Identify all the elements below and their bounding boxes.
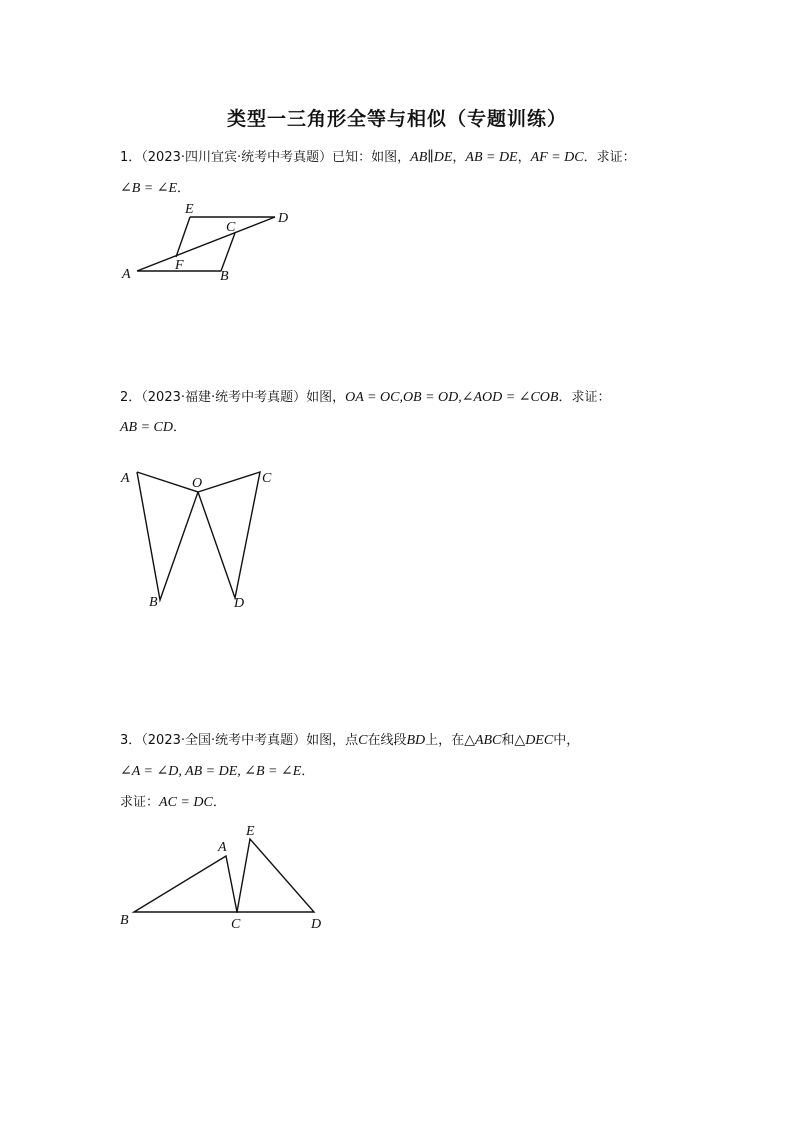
figure-1	[110, 198, 310, 288]
problem-2-statement	[120, 386, 610, 406]
triangle-ABC: △ABC	[464, 733, 502, 748]
triangle-COD	[198, 472, 260, 598]
triangle-DEC: △DEC	[514, 733, 554, 748]
problem-number: 1	[120, 150, 129, 165]
prove-statement: AB = CD	[120, 420, 173, 435]
label-E: E	[246, 824, 255, 839]
segment-AD	[137, 217, 275, 271]
segment-BD: BD	[406, 733, 426, 748]
triangle-AOB	[137, 472, 198, 600]
figure-3	[110, 818, 340, 938]
label-A: A	[218, 840, 227, 855]
label-C: C	[262, 471, 272, 486]
segment-BC	[221, 233, 235, 271]
problem-source: ．（2023·全国·统考中考真题）如图，点	[128, 733, 359, 748]
problem-number: 2	[120, 390, 129, 405]
problem-3-conditions	[120, 760, 314, 780]
period: ．	[177, 181, 191, 196]
label-C: C	[231, 917, 241, 932]
condition-parallel: AB∥DE	[410, 150, 453, 165]
triangle-DEC-shape	[237, 839, 314, 912]
label-F: F	[175, 258, 184, 273]
problem-number: 3	[120, 733, 129, 748]
prove-prefix: 求证：	[120, 795, 160, 810]
separator: ，	[517, 150, 531, 165]
label-D: D	[278, 211, 289, 226]
text-above: 上，在	[425, 733, 465, 748]
problem-3-prove	[120, 791, 226, 811]
prove-statement: ∠B = ∠E	[120, 181, 178, 196]
problem-source: ．（2023·四川宜宾·统考中考真题）已知：如图，	[128, 150, 411, 165]
separator: ，	[452, 150, 466, 165]
label-B: B	[149, 595, 158, 610]
problem-source: ．（2023·福建·统考中考真题）如图，	[128, 390, 346, 405]
point-C: C	[358, 733, 368, 748]
period: ．	[301, 764, 315, 779]
prove-statement: AC = DC	[159, 795, 213, 810]
label-C: C	[226, 220, 236, 235]
problem-2-prove	[120, 416, 186, 436]
problem-1-prove	[120, 177, 190, 197]
condition-equal-sides: AB = DE	[465, 150, 518, 165]
page-title: 类型一三角形全等与相似（专题训练）	[226, 108, 567, 130]
prove-prompt: ．求证：	[558, 390, 611, 405]
condition-equal-segments: AF = DC	[530, 150, 584, 165]
text-in: 中，	[553, 733, 580, 748]
triangle-ABC-shape	[134, 856, 237, 912]
label-B: B	[220, 269, 229, 284]
label-O: O	[192, 476, 203, 491]
label-A: A	[121, 471, 130, 486]
label-D: D	[234, 596, 245, 611]
text-on-segment: 在线段	[367, 733, 407, 748]
period: ．	[212, 795, 226, 810]
label-D: D	[311, 917, 322, 932]
label-A: A	[122, 267, 131, 282]
given-conditions: ∠A = ∠D, AB = DE, ∠B = ∠E	[120, 764, 302, 779]
label-B: B	[120, 913, 129, 928]
figure-2	[110, 460, 290, 620]
problem-3-statement	[120, 729, 579, 749]
period: ．	[173, 420, 187, 435]
problem-1-statement	[120, 146, 636, 166]
label-E: E	[185, 202, 194, 217]
given-conditions: OA = OC,OB = OD,∠AOD = ∠COB	[345, 390, 559, 405]
prove-prompt: ．求证：	[583, 150, 636, 165]
text-and: 和	[501, 733, 515, 748]
